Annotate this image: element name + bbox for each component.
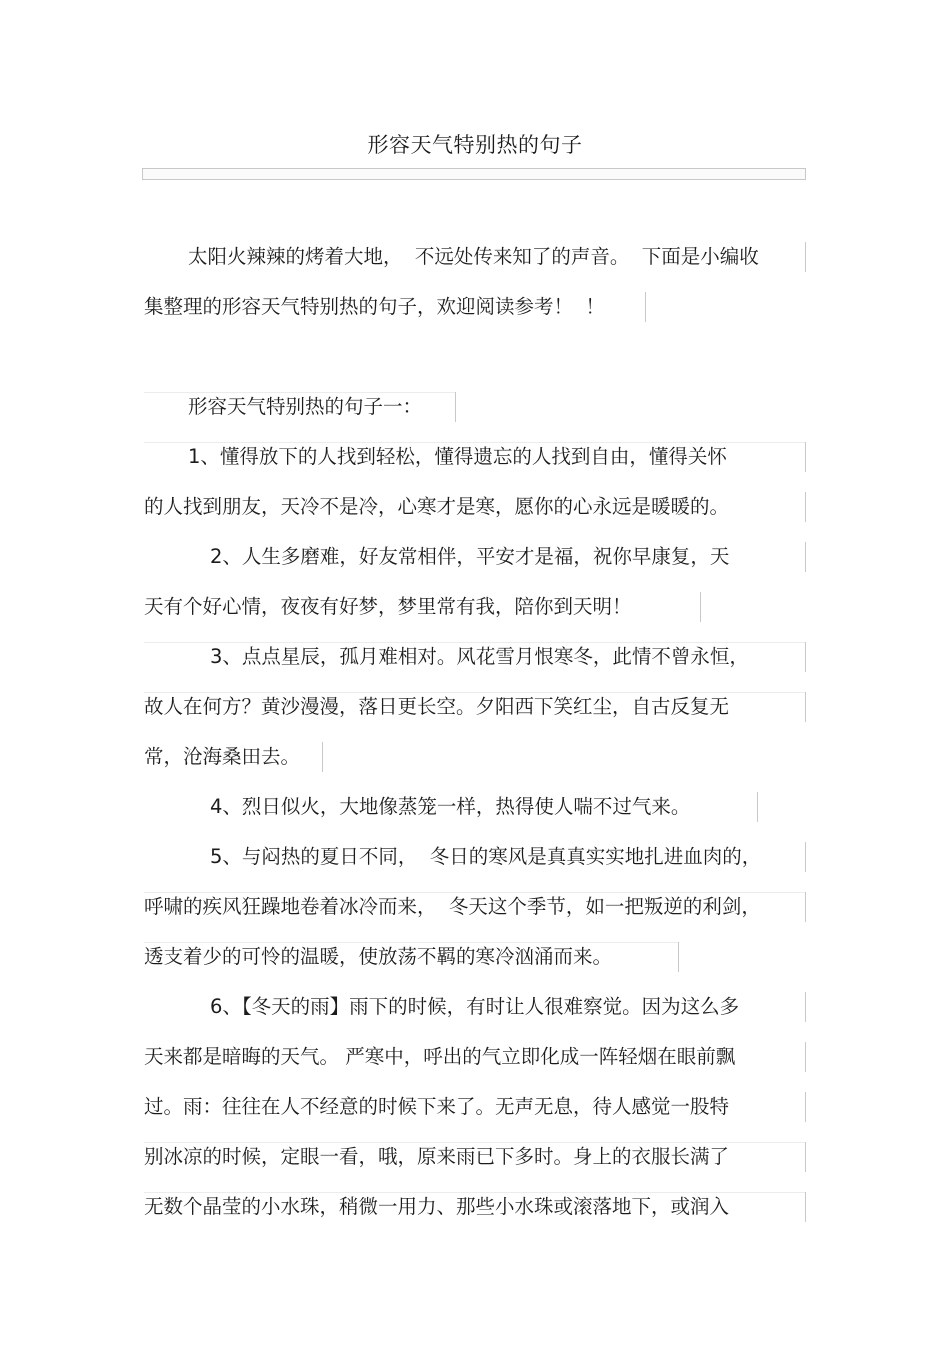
line-edge-rule bbox=[144, 692, 805, 693]
paragraph-line: 天来都是暗晦的天气。 严寒中，呼出的气立即化成一阵轻烟在眼前飘 bbox=[144, 1045, 736, 1068]
line-edge-mark bbox=[805, 1192, 806, 1222]
paragraph-line: 4、烈日似火，大地像蒸笼一样，热得使人喘不过气来。 bbox=[210, 795, 691, 818]
line-edge-mark bbox=[322, 742, 323, 772]
line-edge-mark bbox=[678, 942, 679, 972]
paragraph-line: 3、点点星辰，孤月难相对。风花雪月恨寒冬，此情不曾永恒， bbox=[210, 645, 749, 668]
paragraph-line: 透支着少的可怜的温暖，使放荡不羁的寒冷汹涌而来。 bbox=[144, 945, 613, 968]
section-heading: 形容天气特别热的句子一： bbox=[188, 395, 423, 418]
line-edge-mark bbox=[805, 1142, 806, 1172]
paragraph-line-intro-2: 集整理的形容天气特别热的句子，欢迎阅读参考！ ！ bbox=[144, 295, 605, 318]
paragraph-line-intro-1: 太阳火辣辣的烤着大地， 不远处传来知了的声音。 下面是小编收 bbox=[188, 245, 759, 268]
line-edge-mark bbox=[645, 292, 646, 322]
document-title: 形容天气特别热的句子 bbox=[367, 133, 583, 157]
line-edge-mark bbox=[805, 1092, 806, 1122]
paragraph-line: 6、【冬天的雨】雨下的时候，有时让人很难察觉。因为这么多 bbox=[210, 995, 740, 1018]
line-edge-rule bbox=[144, 442, 805, 443]
line-edge-rule bbox=[144, 942, 678, 943]
line-edge-mark bbox=[805, 842, 806, 872]
paragraph-line: 呼啸的疾风狂躁地卷着冰冷而来， 冬天这个季节，如一把叛逆的利剑， bbox=[144, 895, 761, 918]
line-edge-mark bbox=[805, 692, 806, 722]
line-edge-mark bbox=[455, 392, 456, 422]
paragraph-line: 故人在何方？黄沙漫漫，落日更长空。夕阳西下笑红尘，自古反复无 bbox=[144, 695, 730, 718]
paragraph-line: 常，沧海桑田去。 bbox=[144, 745, 301, 768]
line-edge-rule bbox=[144, 392, 455, 393]
line-edge-mark bbox=[757, 792, 758, 822]
paragraph-line: 天有个好心情，夜夜有好梦，梦里常有我，陪你到天明！ bbox=[144, 595, 632, 618]
paragraph-line: 过。雨：往往在人不经意的时候下来了。无声无息，待人感觉一股特 bbox=[144, 1095, 730, 1118]
paragraph-line: 别冰凉的时候，定眼一看，哦，原来雨已下多时。身上的衣服长满了 bbox=[144, 1145, 730, 1168]
line-edge-mark bbox=[805, 892, 806, 922]
paragraph-line: 5、与闷热的夏日不同， 冬日的寒风是真真实实地扎进血肉的， bbox=[210, 845, 762, 868]
line-edge-mark bbox=[805, 992, 806, 1022]
line-edge-rule bbox=[144, 1142, 805, 1143]
title-divider bbox=[142, 168, 806, 180]
paragraph-line: 2、人生多磨难，好友常相伴，平安才是福，祝你早康复，天 bbox=[210, 545, 730, 568]
line-edge-rule bbox=[144, 1192, 805, 1193]
paragraph-line: 1、懂得放下的人找到轻松，懂得遗忘的人找到自由，懂得关怀 bbox=[188, 445, 727, 468]
line-edge-mark bbox=[700, 592, 701, 622]
paragraph-line: 无数个晶莹的小水珠，稍微一用力、那些小水珠或滚落地下，或润入 bbox=[144, 1195, 730, 1218]
line-edge-rule bbox=[144, 892, 805, 893]
line-edge-mark bbox=[805, 242, 806, 272]
line-edge-rule bbox=[144, 642, 805, 643]
line-edge-mark bbox=[805, 542, 806, 572]
line-edge-mark bbox=[805, 492, 806, 522]
line-edge-mark bbox=[805, 642, 806, 672]
paragraph-line: 的人找到朋友，天冷不是冷，心寒才是寒，愿你的心永远是暖暖的。 bbox=[144, 495, 730, 518]
line-edge-mark bbox=[805, 442, 806, 472]
line-edge-mark bbox=[805, 1042, 806, 1072]
